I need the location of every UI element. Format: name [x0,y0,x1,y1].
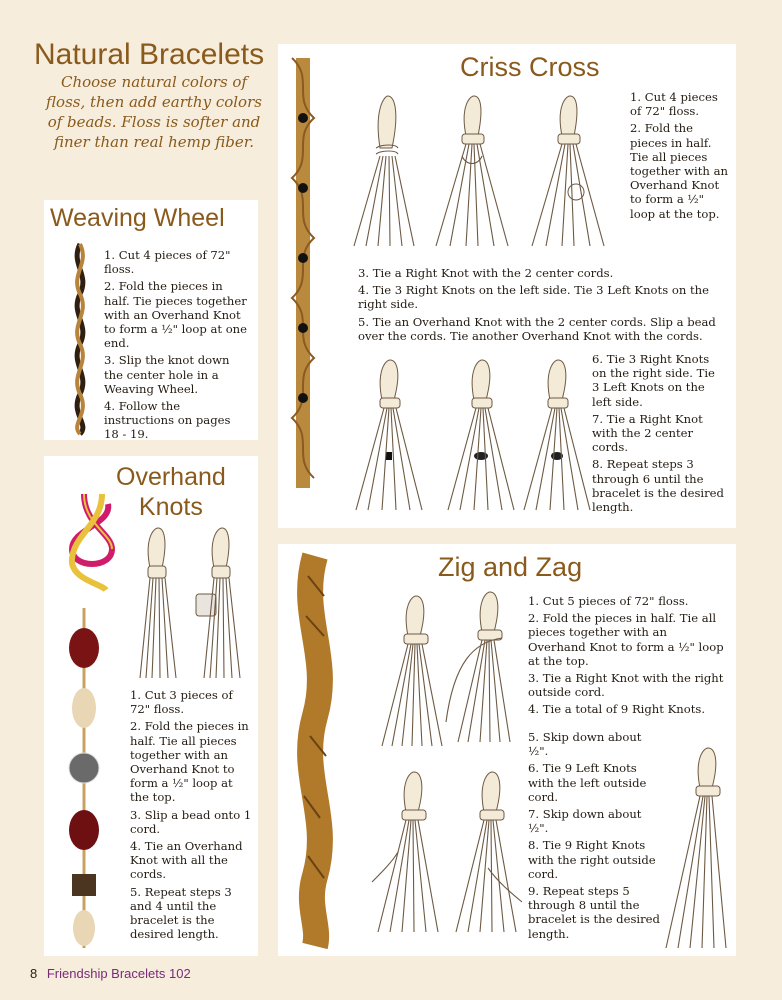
step-text: 8. Tie 9 Right Knots with the right outside cord. [528,838,656,881]
step-text: 6. Tie 3 Right Knots on the right side. Tie 3 Left Knots on the left side. [592,352,715,409]
step-text: 7. Skip down about ½". [528,807,642,836]
beaded-bracelet-image [64,608,104,948]
natural-bracelets-title: Natural Bracelets [34,38,265,71]
criss-cross-steps-right [630,90,730,224]
step-text: 9. Repeat steps 5 through 8 until the bracelet is the desired length. [528,884,660,941]
criss-cross-steps-bottom [592,352,724,517]
natural-bracelets-subtitle: Choose natural colors of floss, then add earthy colors of beads. Floss is softer and finer than real hemp fiber. [46,73,262,151]
book-title: Friendship Bracelets [46,966,166,981]
zig-zag-bracelet-image [290,556,340,946]
overhand-knot-diagram [62,494,120,590]
step-text: 7. Tie a Right Knot with the 2 center cords. [592,411,703,455]
step-text: 2. Fold the pieces in half. Tie all pieces together with an Overhand Knot to form a ½" loop at the top. [130,719,249,805]
criss-cross-bracelet-image [288,58,318,488]
step-text: 1. Cut 4 pieces of 72" floss. [104,248,231,277]
step-text: 4. Tie a total of 9 Right Knots. [528,702,706,717]
step-text: 3. Slip the knot down the center hole in a Weaving Wheel. [104,353,230,396]
zig-zag-step-illustration-1 [380,596,450,746]
step-text: 5. Repeat steps 3 and 4 until the bracelet is the desired length. [130,884,232,942]
zig-and-zag-steps-top [528,594,728,720]
criss-cross-title: Criss Cross [460,52,600,82]
criss-cross-step-illustration-1 [352,96,422,246]
step-text: 3. Tie a Right Knot with the right outside cord. [528,671,724,700]
zig-and-zag-title: Zig and Zag [438,552,583,582]
zig-zag-step-illustration-4 [446,772,526,932]
step-text: 4. Tie an Overhand Knot with all the cords. [130,839,243,882]
zig-zag-step-illustration-2 [444,592,524,742]
step-text: 2. Fold the pieces in half. Tie pieces together with an Overhand Knot to form a ½" loop at one end. [104,279,248,351]
step-text: 2. Fold the pieces in half. Tie all pieces together with an Overhand Knot to form a ½" loop at the top. [528,611,724,668]
zig-zag-step-illustration-5 [660,748,736,948]
criss-cross-step-illustration-6 [520,360,594,510]
step-text: 2. Fold the pieces in half. Tie all pieces together with an Overhand Knot to form a ½" loop at the top. [630,121,728,221]
overhand-cords-illustration-2 [196,528,246,678]
overhand-title-line2: Knots [138,493,203,521]
step-text: 6. Tie 9 Left Knots with the left outside cord. [528,761,647,804]
weaving-wheel-steps [104,248,248,445]
weaving-wheel-title: Weaving Wheel [50,204,225,232]
step-text: 4. Follow the instructions on pages 18 - 19. [104,399,231,442]
criss-cross-step-illustration-2 [432,96,512,246]
criss-cross-step-illustration-5 [444,360,518,510]
step-text: 1. Cut 3 pieces of 72" floss. [130,688,233,717]
step-text: 3. Tie a Right Knot with the 2 center cords. [358,266,614,280]
overhand-knots-steps [130,688,254,944]
step-text: 4. Tie 3 Right Knots on the left side. Tie 3 Left Knots on the right side. [358,283,709,312]
step-text: 1. Cut 5 pieces of 72" floss. [528,594,689,608]
step-text: 3. Slip a bead onto 1 cord. [130,807,252,836]
step-text: 8. Repeat steps 3 through 6 until the bracelet is the desired length. [592,457,724,515]
overhand-title-line1: Overhand [116,463,226,491]
step-text: 5. Tie an Overhand Knot with the 2 center cords. Slip a bead over the cords. Tie another Overhand Knot with the cords. [358,314,716,343]
criss-cross-step-illustration-4 [352,360,426,510]
page-footer [30,966,191,981]
step-text: 1. Cut 4 pieces of 72" floss. [630,90,718,119]
overhand-knots-title [116,462,226,522]
overhand-cords-illustration-1 [132,528,182,678]
page-number: 8 [30,966,38,981]
zig-zag-step-illustration-3 [368,772,448,932]
criss-cross-step-illustration-3 [528,96,608,246]
step-text: 5. Skip down about ½". [528,730,642,759]
criss-cross-steps-mid [358,266,724,346]
book-number: 102 [168,966,191,981]
zig-and-zag-steps-bottom [528,730,664,944]
weaving-wheel-bracelet-image [68,244,92,434]
